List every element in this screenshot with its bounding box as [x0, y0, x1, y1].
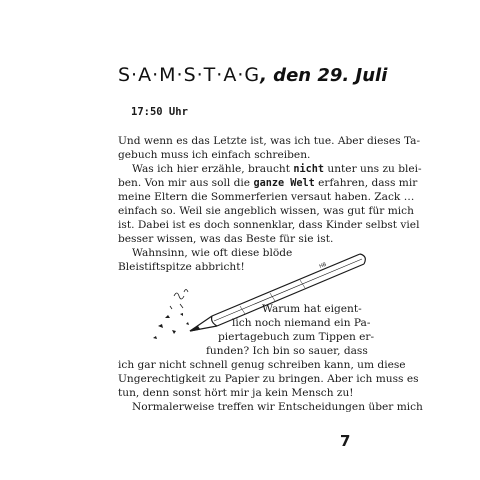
pencil-icon — [190, 254, 371, 331]
text-line-6: einfach so. Weil sie angeblich wissen, was gut für mich — [118, 205, 414, 217]
text-line-9: Wahnsinn, wie oft diese blöde — [132, 247, 293, 259]
pencil-illustration — [150, 246, 375, 346]
text-line-14: funden? Ich bin so sauer, dass — [206, 345, 368, 357]
text-line-3-a: Was ich hier erzähle, braucht — [132, 163, 290, 175]
text-line-3-c: unter uns zu blei- — [327, 163, 422, 175]
text-line-17: tun, denn sonst hört mir ja kein Mensch zu! — [118, 387, 354, 399]
text-line-12: lich noch niemand ein Pa- — [232, 317, 371, 329]
text-line-4-c: erfahren, dass mir — [318, 177, 418, 189]
text-line-1: Und wenn es das Letzte ist, was ich tue. Aber dieses Ta- — [118, 135, 421, 147]
text-line-8: besser wissen, was das Beste für sie ist. — [118, 233, 334, 245]
text-line-15: ich gar nicht schnell genug schreiben kann, um diese — [118, 359, 406, 371]
page-number: 7 — [340, 432, 351, 450]
heading-date: , den 29. Juli — [260, 65, 388, 86]
text-line-4-a: ben. Von mir aus soll die — [118, 177, 251, 189]
text-line-5: meine Eltern die Sommerferien versaut haben. Zack … — [118, 191, 415, 203]
pencil-scribbles — [170, 290, 188, 310]
pencil-shavings — [153, 313, 189, 339]
handwritten-nicht: nicht — [293, 164, 325, 175]
heading-day: S·A·M·S·T·A·G — [118, 64, 261, 86]
diary-heading — [118, 64, 387, 86]
text-line-3 — [132, 162, 422, 177]
pencil-label: HB — [318, 261, 328, 270]
text-line-11: Warum hat eigent- — [262, 303, 362, 315]
text-line-13: piertagebuch zum Tippen er- — [218, 331, 375, 343]
entry-time: 17:50 Uhr — [131, 106, 188, 118]
text-line-2: gebuch muss ich einfach schreiben. — [118, 149, 311, 161]
text-line-16: Ungerechtigkeit zu Papier zu bringen. Aber ich muss es — [118, 373, 419, 385]
text-line-18: Normalerweise treffen wir Entscheidungen über mich — [132, 401, 423, 413]
text-line-10: Bleistiftspitze abbricht! — [118, 261, 245, 273]
text-line-4 — [118, 176, 418, 191]
text-line-7: ist. Dabei ist es doch sonnenklar, dass Kinder selbst viel — [118, 219, 420, 231]
handwritten-ganze-welt: ganze Welt — [253, 178, 315, 189]
